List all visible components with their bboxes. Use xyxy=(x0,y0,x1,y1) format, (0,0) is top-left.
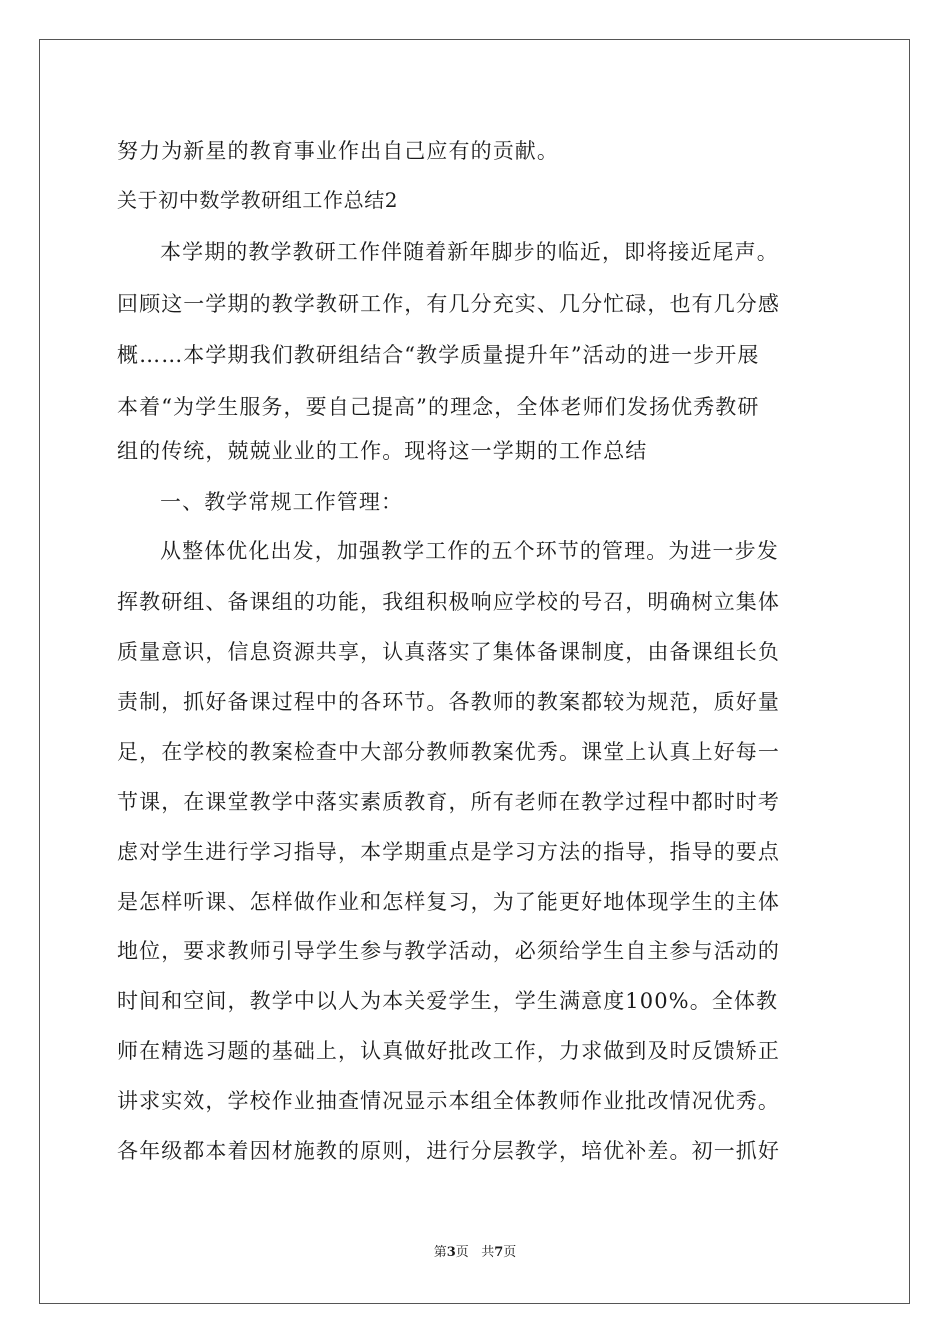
subsection-heading: 一、教学常规工作管理： xyxy=(160,490,404,514)
page-footer xyxy=(0,1244,950,1262)
total-suffix: 页 xyxy=(503,1245,517,1260)
paragraph-line: 地位，要求教师引导学生参与教学活动，必须给学生自主参与活动的 xyxy=(117,939,780,963)
paragraph-line: 师在精选习题的基础上，认真做好批改工作，力求做到及时反馈矫正 xyxy=(117,1039,780,1063)
paragraph-line: 挥教研组、备课组的功能，我组积极响应学校的号召，明确树立集体 xyxy=(117,590,780,614)
paragraph-line: 是怎样听课、怎样做作业和怎样复习，为了能更好地体现学生的主体 xyxy=(117,890,780,914)
paragraph-line: 质量意识，信息资源共享，认真落实了集体备课制度，由备课组长负 xyxy=(117,640,780,664)
paragraph-line: 努力为新星的教育事业作出自己应有的贡献。 xyxy=(117,139,559,163)
paragraph-line: 节课，在课堂教学中落实素质教育，所有老师在教学过程中都时时考 xyxy=(117,790,780,814)
paragraph-line: 虑对学生进行学习指导，本学期重点是学习方法的指导，指导的要点 xyxy=(117,840,780,864)
paragraph-line: 从整体优化出发，加强教学工作的五个环节的管理。为进一步发 xyxy=(160,539,779,563)
page-number: 3 xyxy=(446,1245,456,1260)
paragraph-line: 回顾这一学期的教学教研工作，有几分充实、几分忙碌，也有几分感 xyxy=(117,292,780,316)
paragraph-line: 本着“为学生服务，要自己提高”的理念，全体老师们发扬优秀教研 xyxy=(117,395,760,419)
paragraph-line: 讲求实效，学校作业抽查情况显示本组全体教师作业批改情况优秀。 xyxy=(117,1089,780,1113)
paragraph-line: 足，在学校的教案检查中大部分教师教案优秀。课堂上认真上好每一 xyxy=(117,740,780,764)
page-suffix: 页 xyxy=(455,1245,469,1260)
section-title: 关于初中数学教研组工作总结2 xyxy=(117,188,399,212)
paragraph-line: 概……本学期我们教研组结合“教学质量提升年”活动的进一步开展 xyxy=(117,343,760,367)
paragraph-line: 责制，抓好备课过程中的各环节。各教师的教案都较为规范，质好量 xyxy=(117,690,780,714)
total-prefix: 共 xyxy=(481,1245,495,1260)
paragraph-line: 各年级都本着因材施教的原则，进行分层教学，培优补差。初一抓好 xyxy=(117,1139,780,1163)
paragraph-line: 组的传统，兢兢业业的工作。现将这一学期的工作总结 xyxy=(117,439,648,463)
total-pages: 7 xyxy=(494,1245,504,1260)
page-prefix: 第 xyxy=(433,1245,447,1260)
paragraph-line: 本学期的教学教研工作伴随着新年脚步的临近，即将接近尾声。 xyxy=(160,240,779,264)
paragraph-line: 时间和空间，教学中以人为本关爱学生，学生满意度100%。全体教 xyxy=(117,989,779,1013)
